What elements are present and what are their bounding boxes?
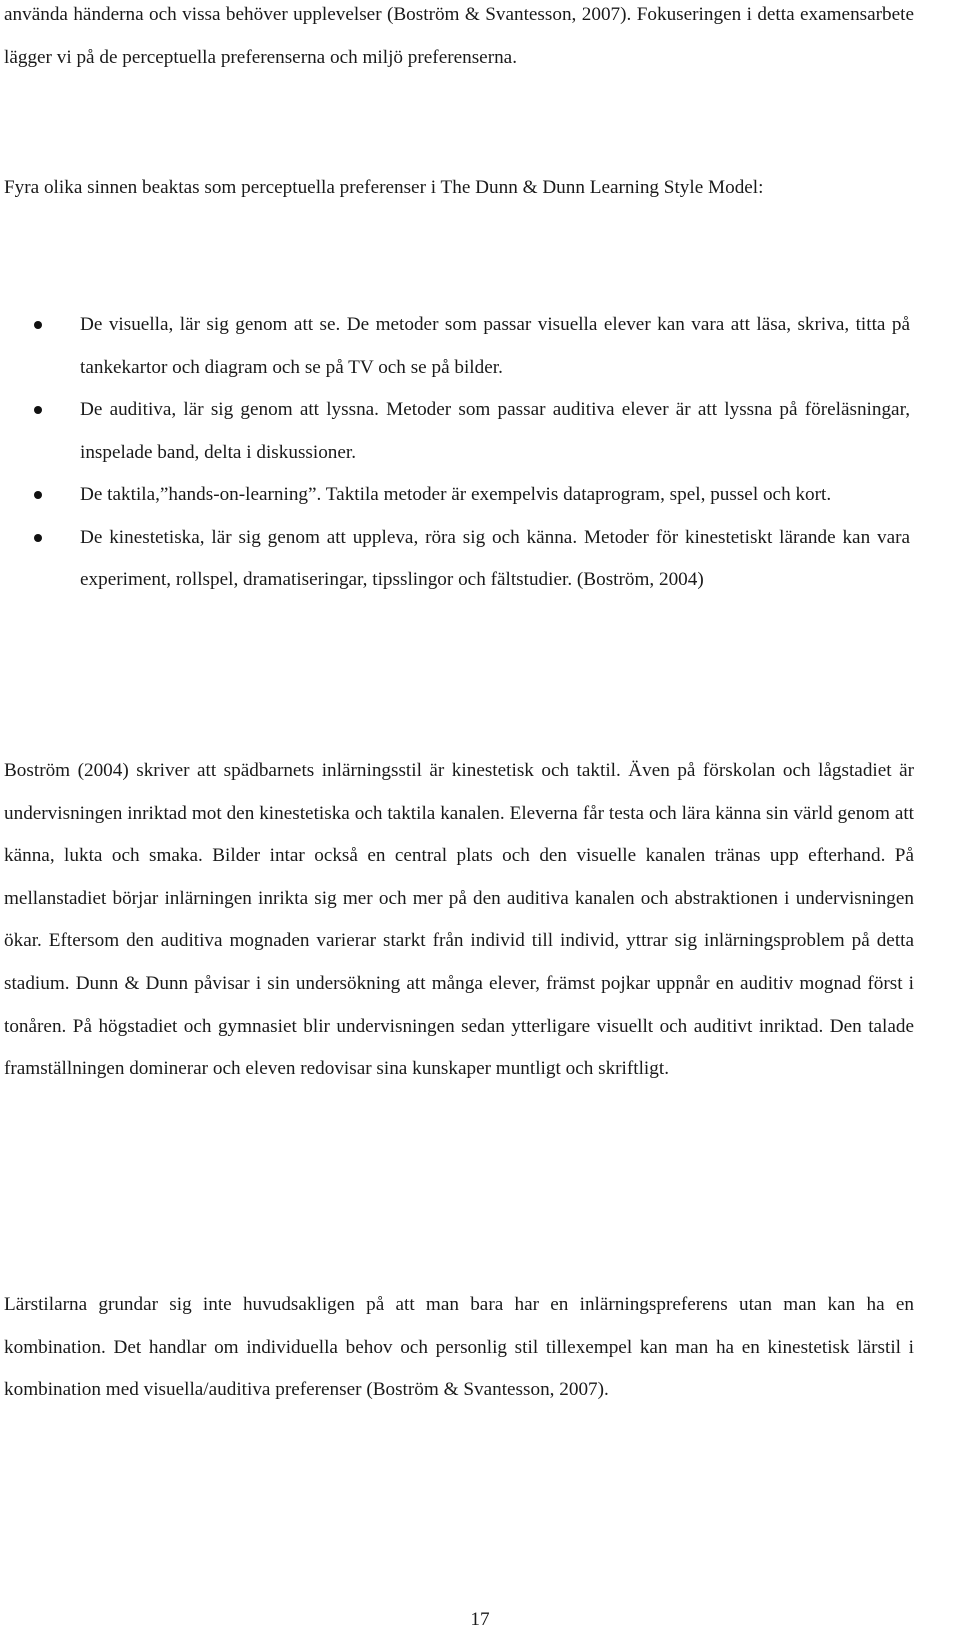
bullet-icon bbox=[34, 491, 42, 499]
bullet-icon bbox=[34, 534, 42, 542]
list-item-visual bbox=[0, 304, 910, 389]
list-item-text: De kinestetiska, lär sig genom att uppleva, röra sig och känna. Metoder för kinestetiskt lärande kan vara experiment, rollspel, dramatiseringar, tipsslingor och fältstudier. (Boström, 2004) bbox=[80, 526, 910, 590]
list-item-auditory bbox=[0, 389, 910, 474]
list-item-tactile bbox=[0, 474, 910, 517]
paragraph-bostrom: Boström (2004) skriver att spädbarnets inlärningsstil är kinestetisk och taktil. Även på förskolan och lågstadiet är undervisningen inriktad mot den kinestetiska och taktila kanalen. Eleverna får testa och lära känna sin värld genom att känna, lukta och smaka. Bilder intar också en central plats och den visuelle kanalen tränas upp efterhand. På mellanstadiet börjar inlärningen inrikta sig mer och mer på den auditiva kanalen och abstraktionen i undervisningen ökar. Eftersom den auditiva mognaden varierar starkt från individ till individ, yttrar sig inlärningsproblem på detta stadium. Dunn & Dunn påvisar i sin undersökning att många elever, främst pojkar uppnår en auditiv mognad först i tonåren. På högstadiet och gymnasiet blir undervisningen sedan ytterligare visuellt och auditivt inriktad. Den talade framställningen dominerar och eleven redovisar sina kunskaper muntligt och skriftligt. bbox=[4, 760, 914, 1080]
perceptual-preferences-list bbox=[0, 304, 960, 602]
list-item-text: De visuella, lär sig genom att se. De metoder som passar visuella elever kan vara att läsa, skriva, titta på tankekartor och diagram och se på TV och se på bilder. bbox=[80, 314, 910, 378]
paragraph-larstilar: Lärstilarna grundar sig inte huvudsakligen på att man bara har en inlärningspreferens utan man kan ha en kombination. Det handlar om individuella behov och personlig stil tillexempel kan man ha en kinestetisk lärstil i kombination med visuella/auditiva preferenser (Boström & Svantesson, 2007). bbox=[4, 1294, 914, 1401]
list-item-text: De auditiva, lär sig genom att lyssna. Metoder som passar auditiva elever är att lyssna på föreläsningar, inspelade band, delta i diskussioner. bbox=[80, 399, 910, 463]
paragraph-senses: Fyra olika sinnen beaktas som perceptuella preferenser i The Dunn & Dunn Learning Style Model: bbox=[4, 177, 764, 198]
paragraph-intro: använda händerna och vissa behöver upplevelser (Boström & Svantesson, 2007). Fokuseringen i detta examensarbete lägger vi på de perceptuella preferenserna och miljö preferenserna. bbox=[4, 4, 914, 68]
list-item-kinesthetic bbox=[0, 517, 910, 602]
page-number: 17 bbox=[470, 1609, 490, 1630]
bullet-icon bbox=[34, 321, 42, 329]
bullet-icon bbox=[34, 406, 42, 414]
list-item-text: De taktila,”hands-on-learning”. Taktila metoder är exempelvis dataprogram, spel, pussel och kort. bbox=[80, 484, 832, 505]
